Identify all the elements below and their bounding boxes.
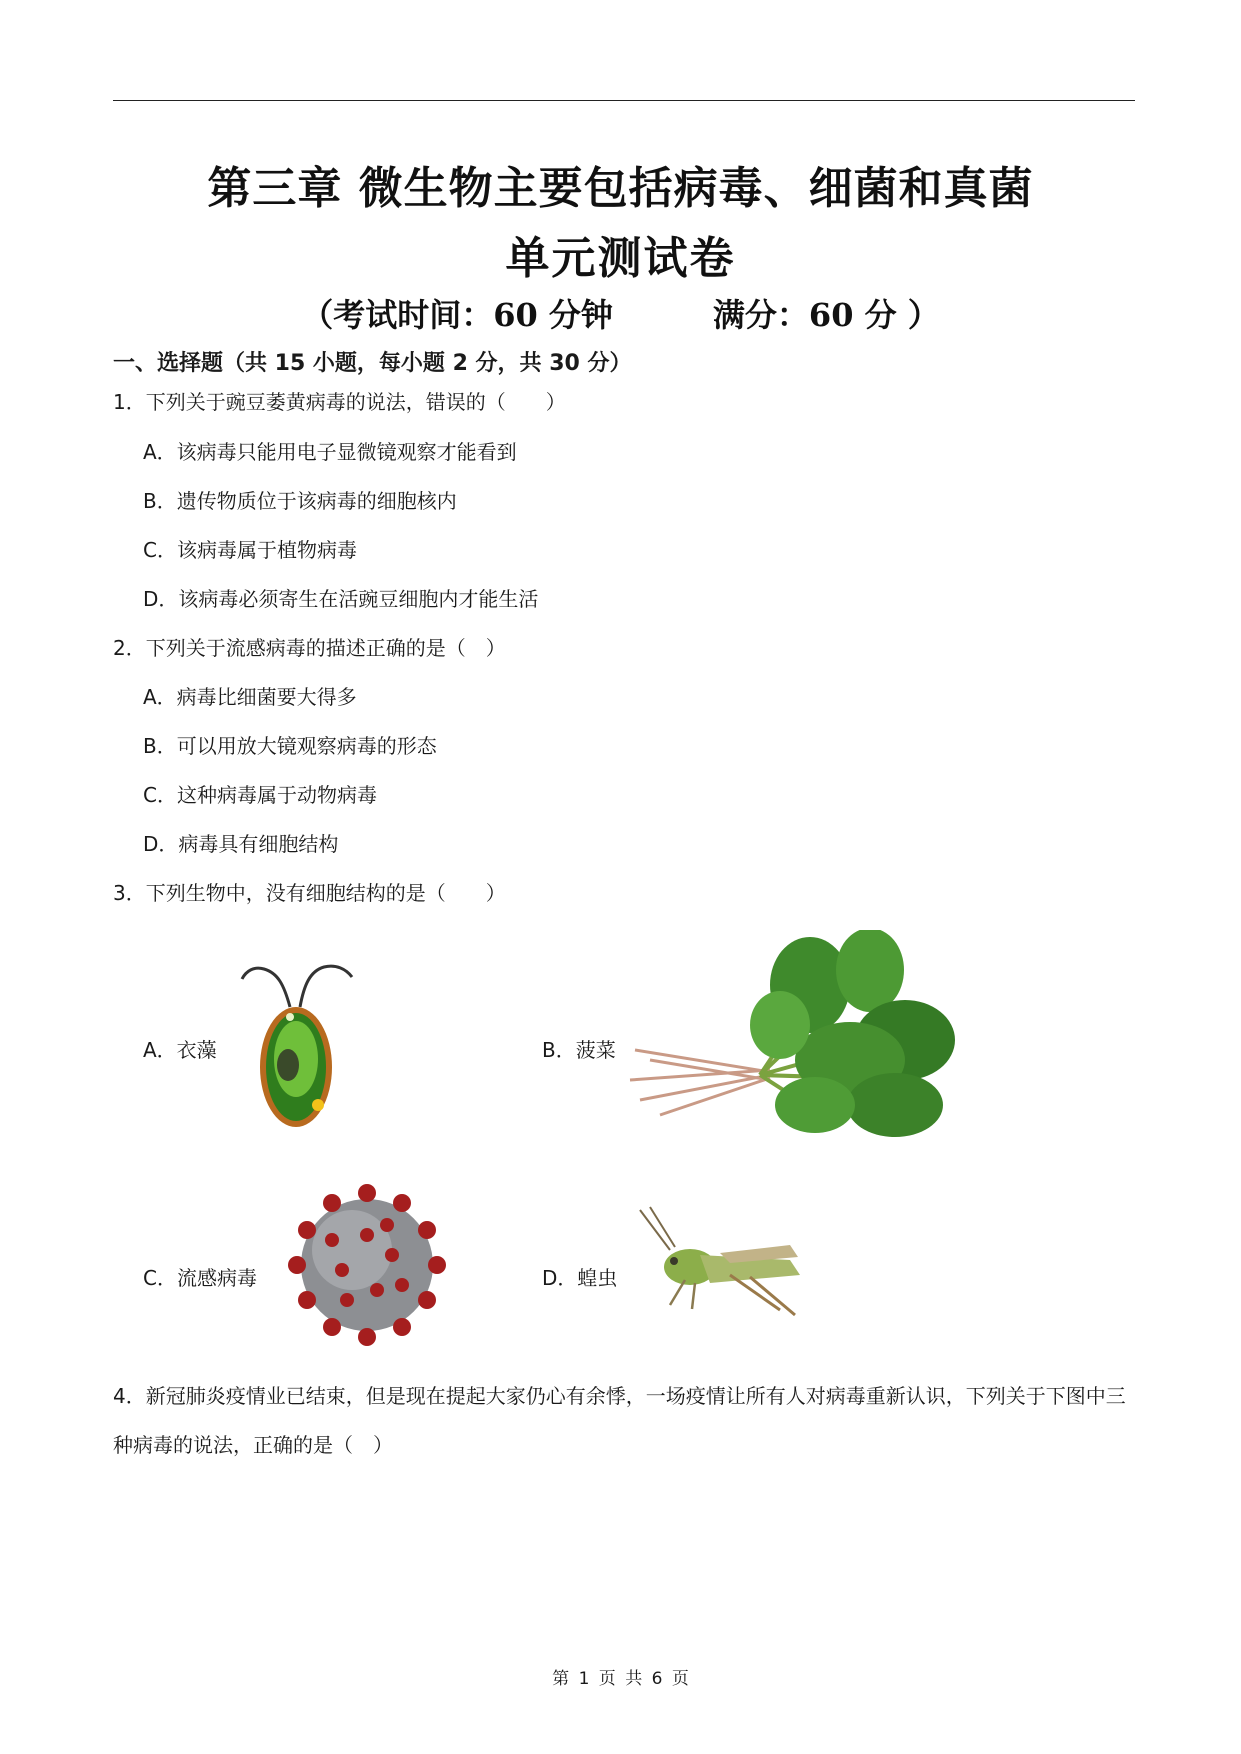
q1-option-a: A．该病毒只能用电子显微镜观察才能看到 (143, 440, 517, 464)
exam-time: （考试时间：60 分钟 (301, 296, 613, 334)
question-4-stem: 4．新冠肺炎疫情业已结束，但是现在提起大家仍心有余悸，一场疫情让所有人对病毒重新认识，下列关于下图中三种病毒的说法，正确的是（ ） (113, 1384, 1126, 1457)
q3-option-a-label: A．衣藻 (143, 1038, 217, 1062)
chlamydomonas-image (218, 955, 388, 1135)
q2-option-c: C．这种病毒属于动物病毒 (143, 783, 377, 807)
spinach-image (620, 930, 960, 1160)
exam-info (0, 290, 1241, 336)
q1-option-c: C．该病毒属于植物病毒 (143, 538, 357, 562)
q3-option-d-label: D．蝗虫 (542, 1266, 618, 1290)
page-subtitle: 单元测试卷 (505, 233, 736, 284)
q3-option-c-label: C．流感病毒 (143, 1266, 257, 1290)
q2-option-a: A．病毒比细菌要大得多 (143, 685, 357, 709)
q2-option-d: D．病毒具有细胞结构 (143, 832, 339, 856)
q1-option-d: D．该病毒必须寄生在活豌豆细胞内才能生活 (143, 587, 539, 611)
question-1-stem: 1．下列关于豌豆萎黄病毒的说法，错误的（ ） (113, 390, 566, 414)
question-3-stem: 3．下列生物中，没有细胞结构的是（ ） (113, 881, 506, 905)
header-rule (113, 100, 1135, 101)
full-score: 满分：60 分 ） (712, 296, 940, 334)
q3-option-b-label: B．菠菜 (542, 1038, 616, 1062)
virus-image (272, 1175, 462, 1355)
grasshopper-image (630, 1205, 810, 1325)
page-title: 第三章 微生物主要包括病毒、细菌和真菌 (207, 163, 1034, 214)
question-2-stem: 2．下列关于流感病毒的描述正确的是（ ） (113, 636, 506, 660)
page-footer: 第 1 页 共 6 页 (552, 1669, 689, 1689)
q1-option-b: B．遗传物质位于该病毒的细胞核内 (143, 489, 457, 513)
q2-option-b: B．可以用放大镜观察病毒的形态 (143, 734, 437, 758)
section-heading: 一、选择题（共 15 小题，每小题 2 分，共 30 分） (113, 351, 632, 376)
